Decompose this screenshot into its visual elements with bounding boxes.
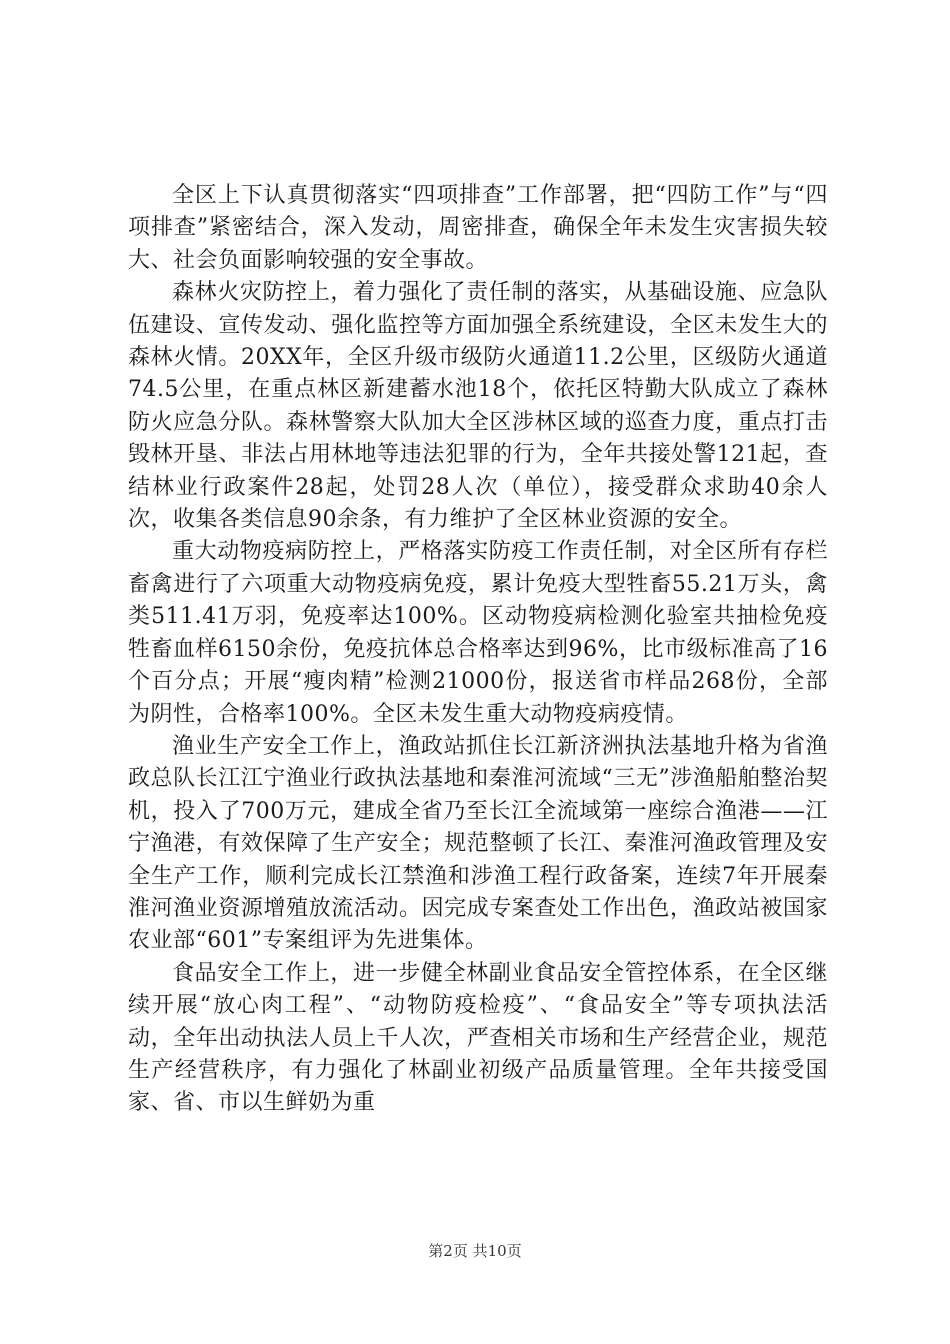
page-footer <box>0 1240 950 1261</box>
page-number: 第2页 共10页 <box>428 1242 522 1260</box>
document-body <box>128 180 828 1120</box>
paragraph-fishery-safety: 渔业生产安全工作上，渔政站抓住长江新济洲执法基地升格为省渔政总队长江江宁渔业行政执法基地和秦淮河流域“三无”涉渔船舶整治契机，投入了700万元，建成全省乃至长江全流域第一座综合渔港——江宁渔港，有效保障了生产安全；规范整顿了长江、秦淮河渔政管理及安全生产工作，顺利完成长江禁渔和涉渔工程行政备案，连续7年开展秦淮河渔业资源增殖放流活动。因完成专案查处工作出色，渔政站被国家农业部“601”专案组评为先进集体。 <box>128 733 828 954</box>
paragraph-forest-fire: 森林火灾防控上，着力强化了责任制的落实，从基础设施、应急队伍建设、宣传发动、强化监控等方面加强全系统建设，全区未发生大的森林火情。20XX年，全区升级市级防火通道11.2公里，区级防火通道74.5公里，在重点林区新建蓄水池18个，依托区特勤大队成立了森林防火应急分队。森林警察大队加大全区涉林区域的巡查力度，重点打击毁林开垦、非法占用林地等违法犯罪的行为，全年共接处警121起，查结林业行政案件28起，处罚28人次（单位），接受群众求助40余人次，收集各类信息90余条，有力维护了全区林业资源的安全。 <box>128 280 828 533</box>
paragraph-food-safety: 食品安全工作上，进一步健全林副业食品安全管控体系，在全区继续开展“放心肉工程”、“动物防疫检疫”、“食品安全”等专项执法活动，全年出动执法人员上千人次，严查相关市场和生产经营企业，规范生产经营秩序，有力强化了林副业初级产品质量管理。全年共接受国家、省、市以生鲜奶为重 <box>128 960 828 1116</box>
paragraph-safety-inspection: 全区上下认真贯彻落实“四项排查”工作部署，把“四防工作”与“四项排查”紧密结合，深入发动，周密排查，确保全年未发生灾害损失较大、社会负面影响较强的安全事故。 <box>128 183 828 273</box>
paragraph-animal-epidemic: 重大动物疫病防控上，严格落实防疫工作责任制，对全区所有存栏畜禽进行了六项重大动物疫病免疫，累计免疫大型牲畜55.21万头，禽类511.41万羽，免疫率达100%。区动物疫病检测化验室共抽检免疫牲畜血样6150余份，免疫抗体总合格率达到96%，比市级标准高了16个百分点；开展“瘦肉精”检测21000份，报送省市样品268份，全部为阴性，合格率100%。全区未发生重大动物疫病疫情。 <box>128 539 828 727</box>
